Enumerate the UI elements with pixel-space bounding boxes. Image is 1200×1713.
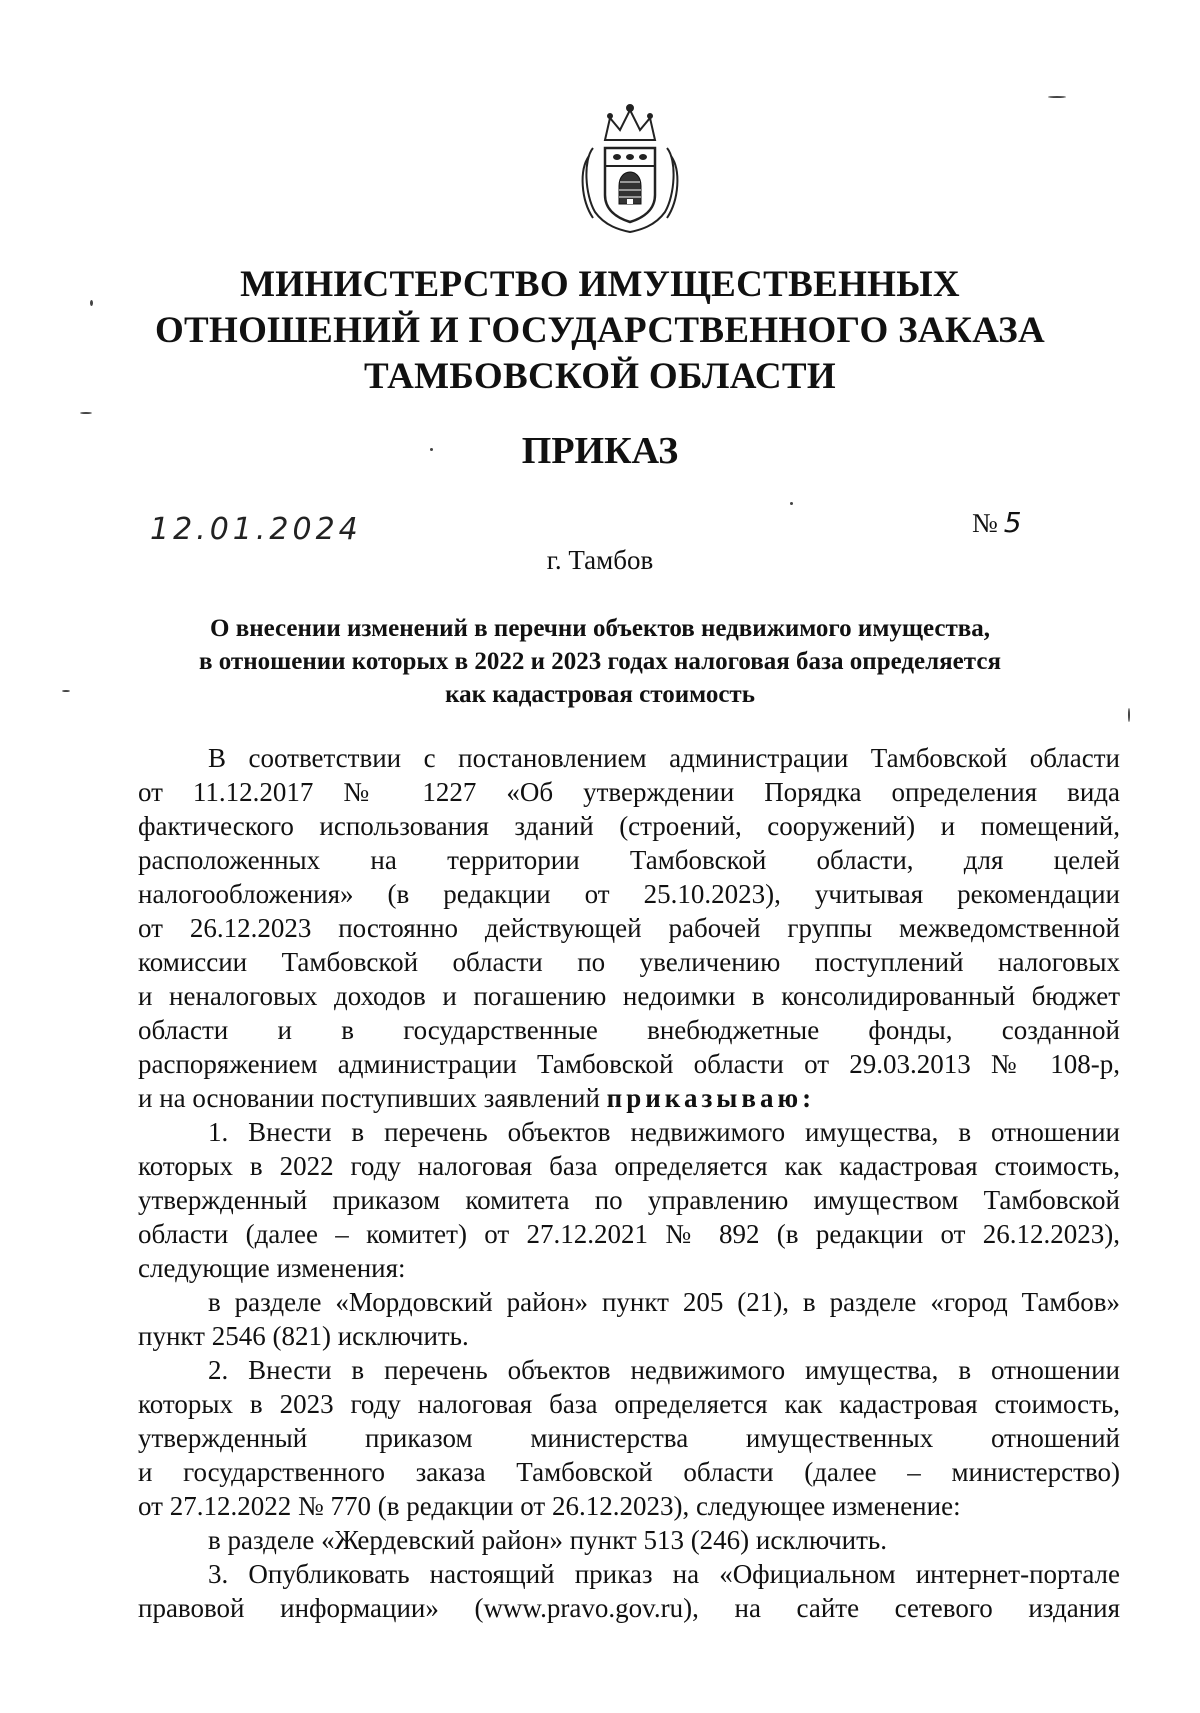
order-colon: : xyxy=(802,1083,816,1113)
body-line: фактического использования зданий (строений, сооружений) и помещений, xyxy=(138,811,1120,841)
body-line: расположенных на территории Тамбовской области, для целей xyxy=(138,845,1120,875)
scan-speck xyxy=(62,690,70,692)
handwritten-date: 12.01.2024 xyxy=(150,512,362,547)
subject-line-3: как кадастровая стоимость xyxy=(445,681,755,708)
city-label: г. Тамбов xyxy=(546,545,654,575)
body-line: налогообложения» (в редакции от 25.10.2023), учитывая рекомендации xyxy=(138,879,1120,909)
order-prefix: и на основании поступивших заявлений xyxy=(138,1083,607,1113)
document-type-title: ПРИКАЗ xyxy=(521,430,679,472)
body-line: правовой информации» (www.pravo.gov.ru), на сайте сетевого издания xyxy=(138,1593,1120,1623)
body-line: которых в 2022 году налоговая база определяется как кадастровая стоимость, xyxy=(138,1151,1120,1181)
body-line: следующие изменения: xyxy=(138,1253,406,1283)
body-line: области и в государственные внебюджетные фонды, созданной xyxy=(138,1015,1120,1045)
scan-speck xyxy=(1048,96,1066,98)
body-line: области (далее – комитет) от 27.12.2021 № 892 (в редакции от 26.12.2023), xyxy=(138,1219,1120,1249)
org-name-line-2: ОТНОШЕНИЙ И ГОСУДАРСТВЕННОГО ЗАКАЗА xyxy=(154,310,1046,351)
scan-speck xyxy=(430,448,433,451)
clause-1-line: 1. Внести в перечень объектов недвижимого имущества, в отношении xyxy=(208,1117,1120,1147)
clause-2-line: 2. Внести в перечень объектов недвижимого имущества, в отношении xyxy=(208,1355,1120,1385)
scan-speck xyxy=(1128,708,1130,722)
body-line: и государственного заказа Тамбовской области (далее – министерство) xyxy=(138,1457,1120,1487)
body-line: утвержденный приказом комитета по управлению имуществом Тамбовской xyxy=(138,1185,1120,1215)
org-name-line-1: МИНИСТЕРСТВО ИМУЩЕСТВЕННЫХ xyxy=(240,264,960,305)
body-line: утвержденный приказом министерства имущественных отношений xyxy=(138,1423,1120,1453)
body-line: комиссии Тамбовской области по увеличению поступлений налоговых xyxy=(138,947,1120,977)
body-line: В соответствии с постановлением администрации Тамбовской области xyxy=(208,743,1120,773)
org-name-line-3: ТАМБОВСКОЙ ОБЛАСТИ xyxy=(364,356,836,397)
subject-line-2: в отношении которых в 2022 и 2023 годах налоговая база определяется xyxy=(199,648,1001,675)
body-line: распоряжением администрации Тамбовской области от 29.03.2013 № 108-р, xyxy=(138,1049,1120,1079)
body-line: от 26.12.2023 постоянно действующей рабочей группы межведомственной xyxy=(138,913,1120,943)
subject-line-1: О внесении изменений в перечни объектов недвижимого имущества, xyxy=(210,615,990,642)
body-line: пункт 2546 (821) исключить. xyxy=(138,1321,469,1351)
scan-speck xyxy=(790,502,793,505)
order-word: приказываю xyxy=(606,1083,803,1113)
scan-speck xyxy=(90,300,93,306)
document-number xyxy=(972,506,1022,539)
body-line: от 11.12.2017 № 1227 «Об утверждении Порядка определения вида xyxy=(138,777,1120,807)
handwritten-number: 5 xyxy=(1003,506,1022,539)
number-sign: № xyxy=(972,508,998,538)
body-line: которых в 2023 году налоговая база определяется как кадастровая стоимость, xyxy=(138,1389,1120,1419)
body-line: в разделе «Жердевский район» пункт 513 (246) исключить. xyxy=(208,1525,887,1555)
scan-speck xyxy=(80,412,92,414)
clause-3-line: 3. Опубликовать настоящий приказ на «Официальном интернет-портале xyxy=(208,1559,1120,1589)
body-line: и неналоговых доходов и погашению недоимки в консолидированный бюджет xyxy=(138,981,1120,1011)
body-line: от 27.12.2022 № 770 (в редакции от 26.12.2023), следующее изменение: xyxy=(138,1491,961,1521)
body-line: в разделе «Мордовский район» пункт 205 (21), в разделе «город Тамбов» xyxy=(208,1287,1120,1317)
coat-of-arms-icon xyxy=(575,100,685,235)
body-line-order xyxy=(138,1081,1120,1115)
